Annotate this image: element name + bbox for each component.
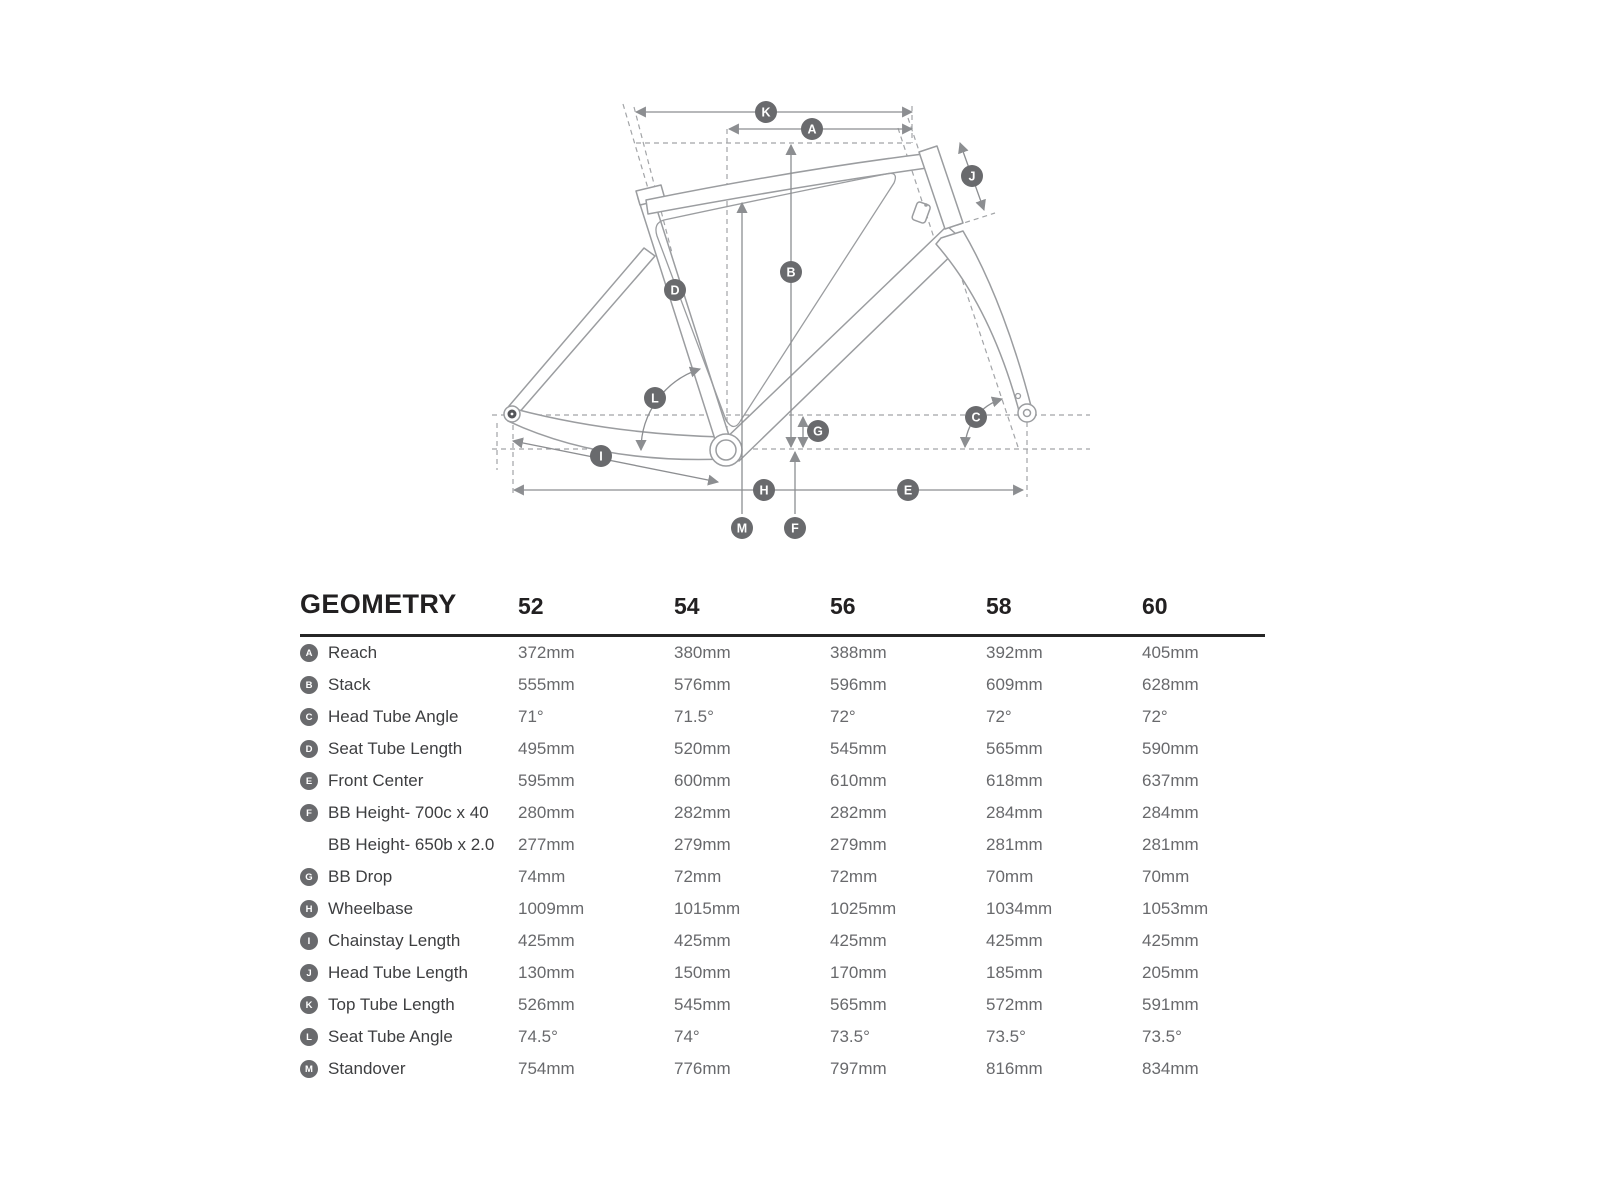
row-label [300, 739, 518, 759]
value-cell: 73.5° [1142, 1027, 1182, 1046]
value-cell: 1034mm [986, 899, 1053, 918]
value-cell: 280mm [518, 803, 575, 822]
row-label [300, 931, 518, 951]
top-tube [646, 154, 927, 214]
value-cell: 185mm [986, 963, 1043, 982]
value-cell: 596mm [830, 675, 887, 694]
value-cell: 1015mm [674, 899, 741, 918]
row-label-text: Chainstay Length [328, 931, 461, 950]
table-title: GEOMETRY [300, 589, 457, 619]
value-cell: 565mm [986, 739, 1043, 758]
badge-L [644, 387, 666, 409]
badge-J [961, 165, 983, 187]
row-label [300, 707, 518, 727]
svg-text:J: J [968, 169, 976, 184]
row-label-text: Standover [328, 1059, 406, 1078]
value-cell: 637mm [1142, 771, 1199, 790]
value-cell: 74mm [518, 867, 566, 886]
value-cell: 1053mm [1142, 899, 1209, 918]
row-label-text: Reach [328, 643, 378, 662]
badge-E [897, 479, 919, 501]
svg-text:H: H [759, 483, 769, 498]
row-label [300, 1027, 518, 1047]
row-label-text: Seat Tube Angle [328, 1027, 453, 1046]
row-label-text: Stack [328, 675, 371, 694]
seat-tube [638, 194, 733, 452]
value-cell: 150mm [674, 963, 731, 982]
value-cell: 392mm [986, 643, 1043, 662]
value-cell: 545mm [674, 995, 731, 1014]
value-cell: 576mm [674, 675, 731, 694]
value-cell: 565mm [830, 995, 887, 1014]
value-cell: 388mm [830, 643, 887, 662]
value-cell: 284mm [986, 803, 1043, 822]
row-label [300, 867, 518, 887]
value-cell: 72° [830, 707, 856, 726]
value-cell: 610mm [830, 771, 887, 790]
row-label-text: BB Drop [328, 867, 393, 886]
value-cell: 545mm [830, 739, 887, 758]
row-label [300, 995, 518, 1015]
size-column-52: 52 [518, 593, 544, 619]
value-cell: 71° [518, 707, 544, 726]
frame-logo-badge [911, 201, 931, 224]
badge-D [664, 279, 686, 301]
size-column-56: 56 [830, 593, 856, 619]
table-row [300, 925, 1430, 957]
row-label [300, 675, 518, 695]
value-cell: 279mm [674, 835, 731, 854]
value-cell: 797mm [830, 1059, 887, 1078]
svg-text:M: M [736, 521, 748, 536]
size-column-60: 60 [1142, 593, 1168, 619]
row-letter-badge: G [300, 868, 318, 886]
row-label-text: Head Tube Angle [328, 707, 459, 726]
value-cell: 72mm [674, 867, 722, 886]
value-cell: 205mm [1142, 963, 1199, 982]
row-letter-badge: L [300, 1028, 318, 1046]
svg-text:A: A [807, 122, 817, 137]
value-cell: 816mm [986, 1059, 1043, 1078]
value-cell: 1025mm [830, 899, 897, 918]
badge-I [590, 445, 612, 467]
value-cell: 425mm [674, 931, 731, 950]
table-row [300, 957, 1430, 989]
table-row [300, 861, 1430, 893]
value-cell: 591mm [1142, 995, 1199, 1014]
value-cell: 70mm [986, 867, 1034, 886]
row-letter-badge: H [300, 900, 318, 918]
value-cell: 526mm [518, 995, 575, 1014]
table-body [300, 637, 1600, 1085]
value-cell: 281mm [986, 835, 1043, 854]
row-letter-badge: J [300, 964, 318, 982]
value-cell: 425mm [830, 931, 887, 950]
value-cell: 425mm [986, 931, 1043, 950]
row-label-text: Top Tube Length [328, 995, 455, 1014]
badge-A [801, 118, 823, 140]
row-label [300, 899, 518, 919]
value-cell: 609mm [986, 675, 1043, 694]
row-label [300, 643, 518, 663]
svg-text:K: K [761, 105, 771, 120]
svg-text:C: C [971, 410, 981, 425]
row-label-text: Seat Tube Length [328, 739, 463, 758]
value-cell: 425mm [1142, 931, 1199, 950]
row-letter-badge: I [300, 932, 318, 950]
value-cell: 1009mm [518, 899, 585, 918]
row-label-text: BB Height- 700c x 40 [328, 803, 489, 822]
size-column-58: 58 [986, 593, 1012, 619]
table-row [300, 893, 1430, 925]
row-label-text: Front Center [328, 771, 424, 790]
value-cell: 572mm [986, 995, 1043, 1014]
table-row [300, 765, 1430, 797]
rear-axle-center [511, 413, 514, 416]
value-cell: 600mm [674, 771, 731, 790]
value-cell: 71.5° [674, 707, 714, 726]
value-cell: 74.5° [518, 1027, 558, 1046]
badge-M [731, 517, 753, 539]
row-label [300, 771, 518, 791]
value-cell: 74° [674, 1027, 700, 1046]
value-cell: 73.5° [986, 1027, 1026, 1046]
row-letter-badge: K [300, 996, 318, 1014]
bike-geometry-diagram [0, 0, 1600, 560]
value-cell: 72mm [830, 867, 878, 886]
seat-stay [509, 248, 655, 415]
badge-F [784, 517, 806, 539]
svg-text:G: G [813, 424, 823, 439]
value-cell: 405mm [1142, 643, 1199, 662]
table-row [300, 701, 1430, 733]
value-cell: 495mm [518, 739, 575, 758]
value-cell: 618mm [986, 771, 1043, 790]
value-cell: 628mm [1142, 675, 1199, 694]
value-cell: 372mm [518, 643, 575, 662]
size-column-54: 54 [674, 593, 700, 619]
value-cell: 72° [986, 707, 1012, 726]
value-cell: 73.5° [830, 1027, 870, 1046]
row-label [300, 1059, 518, 1079]
value-cell: 555mm [518, 675, 575, 694]
row-letter-badge: F [300, 804, 318, 822]
table-row [300, 797, 1430, 829]
svg-text:L: L [651, 391, 659, 406]
row-letter-badge: A [300, 644, 318, 662]
svg-text:I: I [599, 449, 603, 464]
badge-C [965, 406, 987, 428]
value-cell: 834mm [1142, 1059, 1199, 1078]
table-header-row [300, 589, 1430, 620]
row-label-text: Head Tube Length [328, 963, 468, 982]
chainstay [508, 409, 724, 460]
value-cell: 277mm [518, 835, 575, 854]
badge-B [780, 261, 802, 283]
value-cell: 590mm [1142, 739, 1199, 758]
table-row [300, 1021, 1430, 1053]
value-cell: 284mm [1142, 803, 1199, 822]
fork [936, 231, 1031, 411]
table-row [300, 989, 1430, 1021]
value-cell: 279mm [830, 835, 887, 854]
row-label [300, 803, 518, 823]
front-triangle-inner-edge [656, 173, 895, 426]
value-cell: 72° [1142, 707, 1168, 726]
row-letter-badge: D [300, 740, 318, 758]
svg-text:E: E [903, 483, 913, 498]
geometry-table [0, 565, 1600, 1085]
value-cell: 70mm [1142, 867, 1190, 886]
value-cell: 595mm [518, 771, 575, 790]
svg-text:F: F [791, 521, 799, 536]
row-letter-badge: E [300, 772, 318, 790]
front-axle [1024, 410, 1031, 417]
value-cell: 281mm [1142, 835, 1199, 854]
value-cell: 170mm [830, 963, 887, 982]
row-label [300, 835, 518, 855]
value-cell: 130mm [518, 963, 575, 982]
value-cell: 776mm [674, 1059, 731, 1078]
row-label [300, 963, 518, 983]
value-cell: 754mm [518, 1059, 575, 1078]
row-letter-badge: M [300, 1060, 318, 1078]
value-cell: 520mm [674, 739, 731, 758]
row-letter-badge: C [300, 708, 318, 726]
table-row [300, 669, 1430, 701]
row-label-text: Wheelbase [328, 899, 414, 918]
row-label-text: BB Height- 650b x 2.0 [328, 835, 495, 854]
value-cell: 380mm [674, 643, 731, 662]
table-row [300, 733, 1430, 765]
bike-frame [504, 146, 1036, 466]
value-cell: 282mm [830, 803, 887, 822]
bottom-bracket-bearing [716, 440, 736, 460]
table-row [300, 829, 1430, 861]
table-row [300, 637, 1430, 669]
value-cell: 425mm [518, 931, 575, 950]
badge-G [807, 420, 829, 442]
row-letter-badge: B [300, 676, 318, 694]
svg-text:B: B [786, 265, 796, 280]
table-row [300, 1053, 1430, 1085]
svg-text:D: D [670, 283, 680, 298]
value-cell: 282mm [674, 803, 731, 822]
frame-badge-dot [924, 203, 928, 207]
badge-K [755, 101, 777, 123]
badge-H [753, 479, 775, 501]
